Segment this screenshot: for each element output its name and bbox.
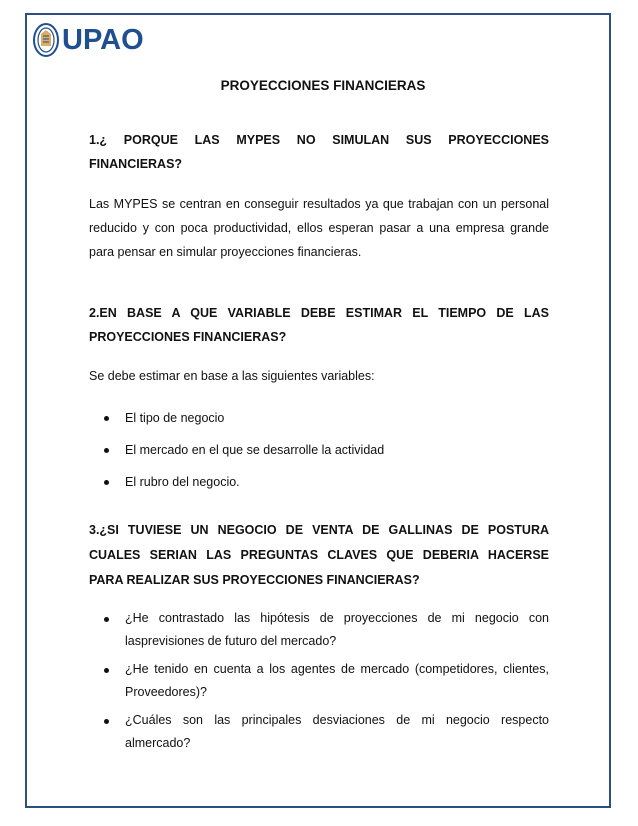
- list-item-line: almercado?: [125, 736, 191, 750]
- question-line: FINANCIERAS?: [89, 157, 183, 171]
- answer-2-intro: [89, 364, 549, 388]
- question-line: 3.¿SI TUVIESE UN NEGOCIO DE VENTA DE GALLINAS DE POSTURA: [89, 523, 549, 537]
- question-line: CUALES SERIAN LAS PREGUNTAS CLAVES QUE DEBERIA HACERSE: [89, 548, 549, 562]
- answer-1: [89, 192, 549, 264]
- question-3-heading: [89, 518, 549, 593]
- question-2: [89, 301, 549, 349]
- question-1: [89, 128, 549, 176]
- answer-1-text: [89, 192, 549, 264]
- logo-text: UPAO: [62, 23, 144, 56]
- list-item: [89, 709, 549, 755]
- list-item: [89, 658, 549, 704]
- list-item: [89, 607, 549, 653]
- list-item-line: ¿He contrastado las hipótesis de proyecciones de mi negocio con: [125, 611, 549, 625]
- question-line: 1.¿ PORQUE LAS MYPES NO SIMULAN SUS PROYECCIONES: [89, 133, 549, 147]
- list-item-line: ¿Cuáles son las principales desviaciones de mi negocio respecto: [125, 713, 549, 727]
- question-2-heading: [89, 301, 549, 349]
- list-item-line: Proveedores)?: [125, 685, 207, 699]
- question-3: [89, 518, 549, 593]
- list-item: El rubro del negocio.: [89, 470, 549, 494]
- answer-2-intro-text: Se debe estimar en base a las siguientes variables:: [89, 369, 375, 383]
- answer-line: para pensar en simular proyecciones financieras.: [89, 245, 362, 259]
- answer-line: reducido y con poca productividad, ellos esperan pasar a una empresa grande: [89, 221, 549, 235]
- list-item-line: ¿He tenido en cuenta a los agentes de mercado (competidores, clientes,: [125, 662, 549, 676]
- question-line: 2.EN BASE A QUE VARIABLE DEBE ESTIMAR EL TIEMPO DE LAS: [89, 306, 549, 320]
- question-1-heading: [89, 128, 549, 176]
- page-title: PROYECCIONES FINANCIERAS: [220, 78, 426, 93]
- answer-line: Las MYPES se centran en conseguir resultados ya que trabajan con un personal: [89, 197, 549, 211]
- list-item: El tipo de negocio: [89, 406, 549, 430]
- upao-logo: [32, 22, 144, 58]
- question-line: PARA REALIZAR SUS PROYECCIONES FINANCIERAS?: [89, 573, 420, 587]
- question-line: PROYECCIONES FINANCIERAS?: [89, 330, 287, 344]
- university-seal-icon: [32, 22, 60, 58]
- variables-list: [89, 406, 549, 494]
- list-item: El mercado en el que se desarrolle la actividad: [89, 438, 549, 462]
- key-questions-list: [89, 607, 549, 755]
- list-item-line: lasprevisiones de futuro del mercado?: [125, 634, 337, 648]
